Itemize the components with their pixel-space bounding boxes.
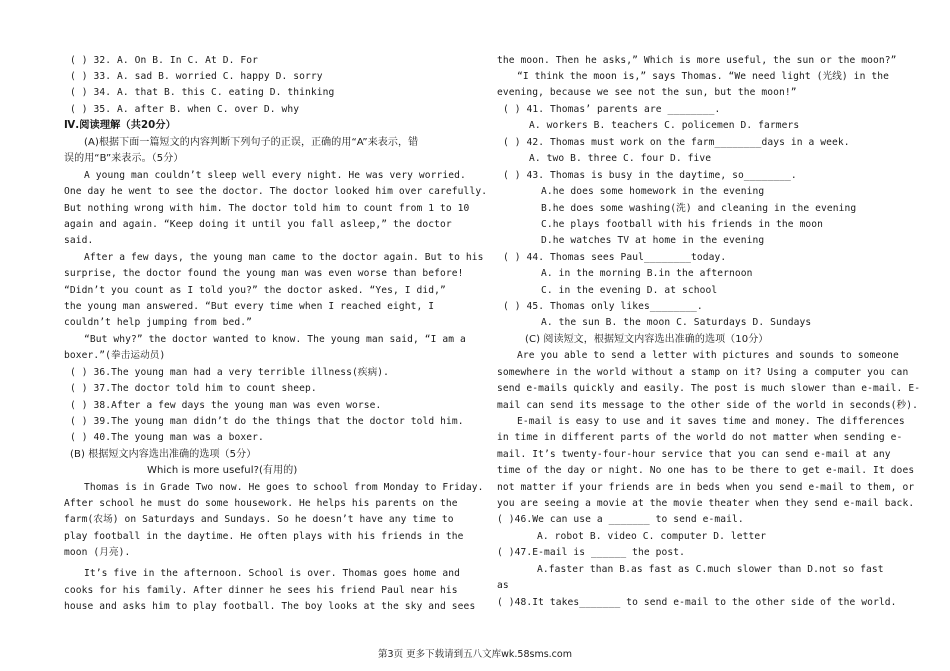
question-47-options: A.faster than B.as fast as C.much slower than D.not so fast (537, 564, 884, 575)
passage-a-line: But nothing wrong with him. The doctor told him to count from 1 to 10 (64, 203, 470, 214)
part-c-instructions: (C) 阅读短文，根据短文内容选出准确的选项（10分） (525, 334, 769, 345)
passage-c-line: you are seeing a movie at the movie theater when they send e-mail back. (497, 498, 915, 509)
question-43-option-a: A.he does some homework in the evening (541, 186, 765, 197)
question-41-options: A. workers B. teachers C. policemen D. farmers (529, 120, 800, 131)
passage-b-line: play football in the daytime. He often plays with his friends in the (64, 531, 464, 542)
question-47: ( )47.E-mail is ______ the post. (497, 547, 686, 558)
question-43-option-c: C.he plays football with his friends in the moon (541, 219, 824, 230)
question-38: ( ) 38.After a few days the young man was even worse. (70, 400, 382, 411)
passage-c-line: somewhere in the world without a stamp on it? Using a computer you can (497, 367, 909, 378)
passage-a-line: One day he went to see the doctor. The doctor looked him over carefully. (64, 186, 488, 197)
question-44-options-cd: C. in the evening D. at school (541, 285, 718, 296)
question-42-options: A. two B. three C. four D. five (529, 153, 712, 164)
question-40: ( ) 40.The young man was a boxer. (70, 432, 264, 443)
passage-b-line: evening, because we see not the sun, but the moon!” (497, 87, 797, 98)
question-39: ( ) 39.The young man didn’t do the things that the doctor told him. (70, 416, 464, 427)
question-35: ( ) 35. A. after B. when C. over D. why (70, 104, 300, 115)
question-47-options-cont: as (497, 580, 509, 591)
question-34: ( ) 34. A. that B. this C. eating D. thinking (70, 87, 335, 98)
passage-b-line: It’s five in the afternoon. School is over. Thomas goes home and (84, 568, 461, 579)
passage-b-line: After school he must do some housework. He helps his parents on the (64, 498, 458, 509)
page-footer: 第3页 更多下载请到五八文库wk.58sms.com (378, 649, 572, 660)
question-44: ( ) 44. Thomas sees Paul________today. (503, 252, 727, 263)
passage-c-line: in time in different parts of the world do not matter when sending e- (497, 432, 903, 443)
passage-c-line: mail. It’s twenty-four-hour service that you can send e-mail at any (497, 449, 891, 460)
passage-a-line: surprise, the doctor found the young man was even worse than before! (64, 268, 464, 279)
passage-a-line: “Didn’t you count as I told you?” the doctor asked. “Yes, I did,” (64, 285, 446, 296)
question-43-option-b: B.he does some washing(洗) and cleaning in the evening (541, 203, 857, 214)
passage-a-line: A young man couldn’t sleep well every night. He was very worried. (84, 170, 466, 181)
passage-b-line: farm(农场) on Saturdays and Sundays. So he doesn’t have any time to (64, 514, 454, 525)
passage-a-line: couldn’t help jumping from bed.” (64, 317, 253, 328)
passage-a-line: After a few days, the young man came to the doctor again. But to his (84, 252, 484, 263)
passage-b-title: Which is more useful?(有用的) (147, 465, 298, 476)
passage-a-line: the young man answered. “But every time when I reached eight, I (64, 301, 435, 312)
question-33: ( ) 33. A. sad B. worried C. happy D. sorry (70, 71, 323, 82)
section-iv-heading: Ⅳ.阅读理解（共20分） (64, 120, 176, 131)
passage-c-line: E-mail is easy to use and it saves time and money. The differences (517, 416, 905, 427)
passage-a-line: said. (64, 235, 94, 246)
question-45-options: A. the sun B. the moon C. Saturdays D. Sundays (541, 317, 812, 328)
passage-c-line: not matter if your friends are in beds when you send e-mail to them, or (497, 482, 915, 493)
passage-a-line: “But why?” the doctor wanted to know. The young man said, “I am a (84, 334, 466, 345)
question-48: ( )48.It takes_______ to send e-mail to the other side of the world. (497, 597, 897, 608)
question-46: ( )46.We can use a _______ to send e-mail. (497, 514, 744, 525)
passage-c-line: time of the day or night. No one has to be there to get e-mail. It does (497, 465, 915, 476)
question-46-options: A. robot B. video C. computer D. letter (537, 531, 767, 542)
question-37: ( ) 37.The doctor told him to count sheep. (70, 383, 317, 394)
passage-b-line: the moon. Then he asks,” Which is more useful, the sun or the moon?” (497, 55, 897, 66)
passage-b-line: house and asks him to play football. The boy looks at the sky and sees (64, 601, 476, 612)
question-45: ( ) 45. Thomas only likes________. (503, 301, 703, 312)
passage-a-line: boxer.”(拳击运动员) (64, 350, 166, 361)
question-42: ( ) 42. Thomas must work on the farm________days in a week. (503, 137, 850, 148)
passage-b-line: “I think the moon is,” says Thomas. “We need light (光线) in the (517, 71, 889, 82)
question-32: ( ) 32. A. On B. In C. At D. For (70, 55, 259, 66)
passage-a-line: again and again. “Keep doing it until you fall asleep,” the doctor (64, 219, 452, 230)
part-a-instructions-cont: 误的用“B”来表示。（5分） (64, 153, 184, 164)
part-a-instructions: (A)根据下面一篇短文的内容判断下列句子的正误，正确的用“A”来表示，错 (84, 137, 419, 148)
passage-c-line: mail can send its message to the other side of the world in seconds(秒). (497, 400, 919, 411)
question-43: ( ) 43. Thomas is busy in the daytime, so________. (503, 170, 797, 181)
question-44-options-ab: A. in the morning B.in the afternoon (541, 268, 753, 279)
passage-b-line: Thomas is in Grade Two now. He goes to school from Monday to Friday. (84, 482, 484, 493)
question-43-option-d: D.he watches TV at home in the evening (541, 235, 765, 246)
passage-c-line: send e-mails quickly and easily. The post is much slower than e-mail. E- (497, 383, 921, 394)
question-41: ( ) 41. Thomas’ parents are ________. (503, 104, 721, 115)
part-b-instructions: (B) 根据短文内容选出准确的选项（5分） (70, 449, 257, 460)
passage-b-line: moon (月亮). (64, 547, 131, 558)
passage-b-line: cooks for his family. After dinner he sees his friend Paul near his (64, 585, 458, 596)
passage-c-line: Are you able to send a letter with pictures and sounds to someone (517, 350, 899, 361)
question-36: ( ) 36.The young man had a very terrible illness(疾病). (70, 367, 390, 378)
